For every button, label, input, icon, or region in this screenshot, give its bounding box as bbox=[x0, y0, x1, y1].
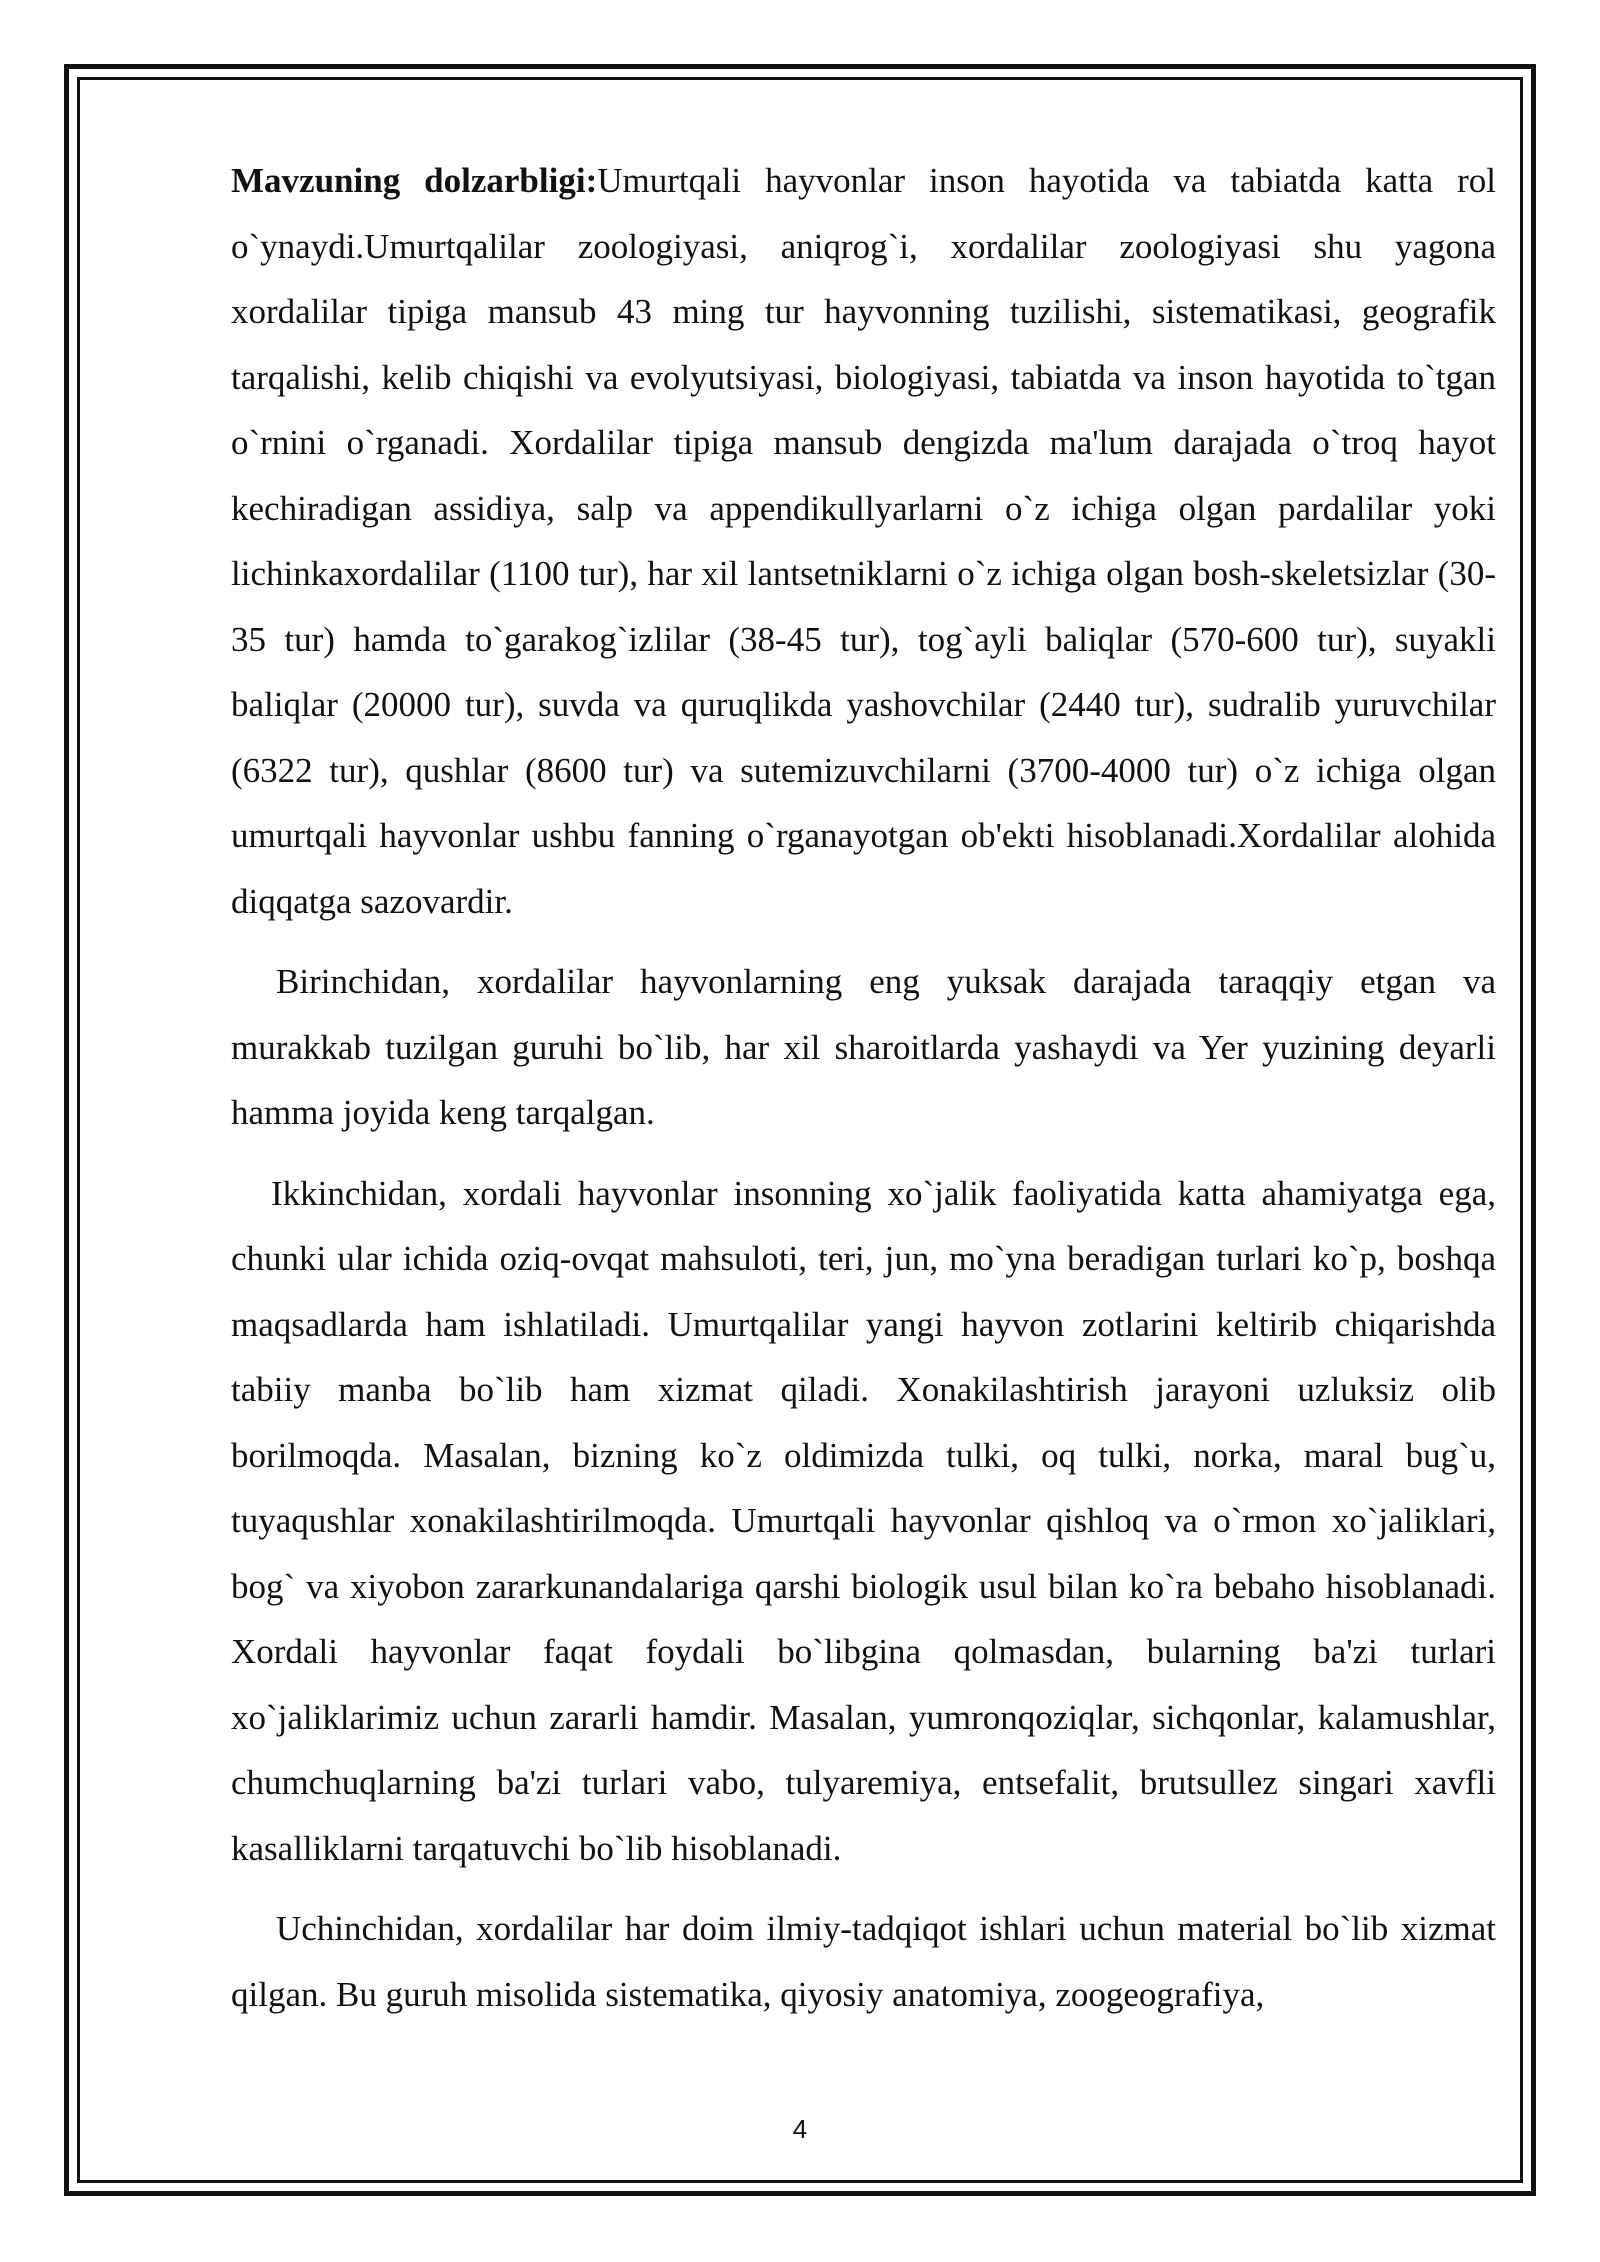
paragraph-relevance-text: Umurtqali hayvonlar inson hayotida va tabiatda katta rol o`ynaydi.Umurtqalilar zoologiyasi, aniqrog`i, xordalilar zoologiyasi shu yagona xordalilar tipiga mansub 43 ming tur hayvonning tuzilishi, sistematikasi, geografik tarqalishi, kelib chiqishi va evolyutsiyasi, biologiyasi, tabiatda va inson hayotida to`tgan o`rnini o`rganadi. Xordalilar tipiga mansub dengizda ma'lum darajada o`troq hayot kechiradigan assidiya, salp va appendikullyarlarni o`z ichiga olgan pardalilar yoki lichinkaxordalilar (1100 tur), har xil lantsetniklarni o`z ichiga olgan bosh-skeletsizlar (30-35 tur) hamda to`garakog`izlilar (38-45 tur), tog`ayli baliqlar (570-600 tur), suyakli baliqlar (20000 tur), suvda va quruqlikda yashovchilar (2440 tur), sudralib yuruvchilar (6322 tur), qushlar (8600 tur) va sutemizuvchilarni (3700-4000 tur) o`z ichiga olgan umurtqali hayvonlar ushbu fanning o`rganayotgan ob'ekti hisoblanadi.Xordalilar alohida diqqatga sazovardir. bbox=[231, 161, 1496, 921]
paragraph-third: Uchinchidan, xordalilar har doim ilmiy-tadqiqot ishlari uchun material bo`lib xizmat qilgan. Bu guruh misolida sistematika, qiyosiy anatomiya, zoogeografiya, bbox=[231, 1909, 1496, 2014]
paragraph-second: Ikkinchidan, xordali hayvonlar insonning xo`jalik faoliyatida katta ahamiyatga ega, chunki ular ichida oziq-ovqat mahsuloti, teri, jun, mo`yna beradigan turlari ko`p, boshqa maqsadlarda ham ishlatiladi. Umurtqalilar yangi hayvon zotlarini keltirib chiqarishda tabiiy manba bo`lib ham xizmat qiladi. Xonakilashtirish jarayoni uzluksiz olib borilmoqda. Masalan, bizning ko`z oldimizda tulki, oq tulki, norka, maral bug`u, tuyaqushlar xonakilashtirilmoqda. Umurtqali hayvonlar qishloq va o`rmon xo`jaliklari, bog` va xiyobon zararkunandalariga qarshi biologik usul bilan ko`ra bebaho hisoblanadi. Xordali hayvonlar faqat foydali bo`libgina qolmasdan, bularning ba'zi turlari xo`jaliklarimiz uchun zararli hamdir. Masalan, yumronqoziqlar, sichqonlar, kalamushlar, chumchuqlarning ba'zi turlari vabo, tulyaremiya, entsefalit, brutsullez singari xavfli kasalliklarni tarqatuvchi bo`lib hisoblanadi. bbox=[231, 1173, 1496, 1868]
section-heading-relevance: Mavzuning dolzarbligi: bbox=[231, 161, 598, 200]
paragraph-first: Birinchidan, xordalilar hayvonlarning eng yuksak darajada taraqqiy etgan va murakkab tuzilgan guruhi bo`lib, har xil sharoitlarda yashaydi va Yer yuzining deyarli hamma joyida keng tarqalgan. bbox=[231, 962, 1496, 1132]
paragraph-relevance bbox=[231, 148, 1496, 934]
document-body bbox=[231, 148, 1496, 2042]
page-number: 4 bbox=[792, 2114, 808, 2144]
